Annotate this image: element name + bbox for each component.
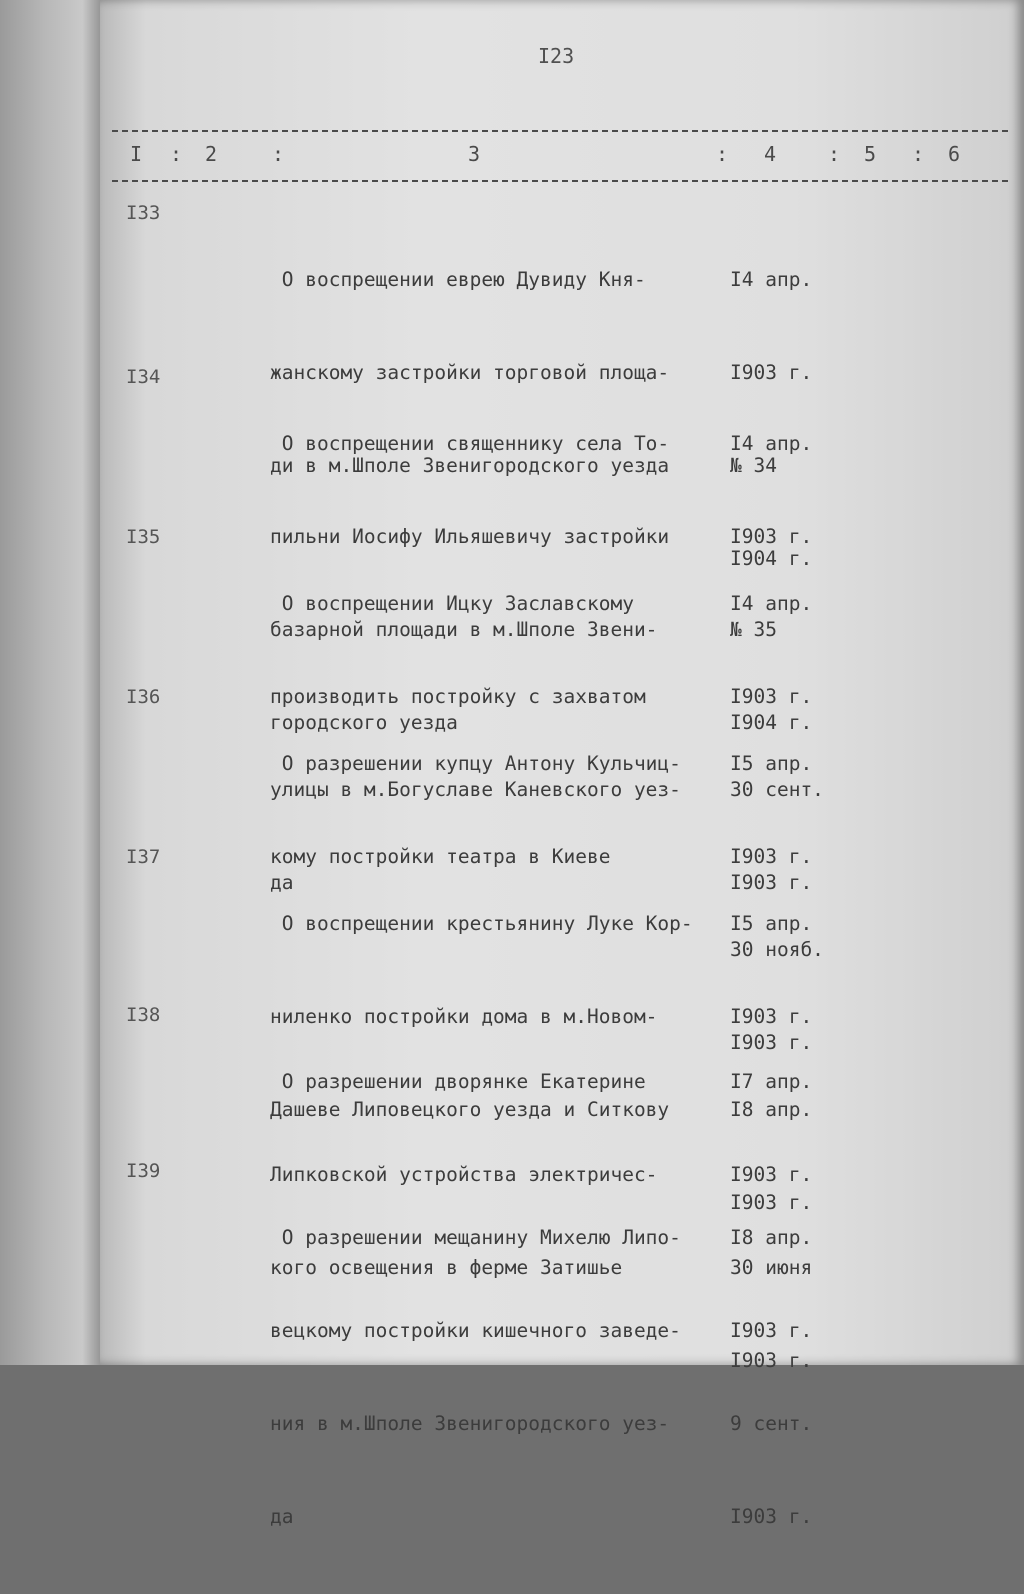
date-line: 9 сент. bbox=[730, 1412, 813, 1435]
entry-number: I39 bbox=[126, 1160, 161, 1182]
description-line: жанскому застройки торговой площа- bbox=[270, 361, 670, 384]
binder-edge bbox=[0, 0, 110, 1365]
date-line: I4 апр. bbox=[730, 592, 813, 615]
date-line: I904 г. bbox=[730, 547, 813, 570]
column-separator: : bbox=[716, 142, 729, 166]
date-line: I903 г. bbox=[730, 1505, 813, 1528]
date-line: № 35 bbox=[730, 618, 777, 641]
date-line: I5 апр. bbox=[730, 752, 813, 775]
entry-dates bbox=[730, 1160, 840, 1594]
date-line: I7 апр. bbox=[730, 1070, 813, 1093]
page-number: I23 bbox=[538, 44, 575, 68]
description-line: пильни Иосифу Ильяшевичу застройки bbox=[270, 525, 670, 548]
date-line: I903 г. bbox=[730, 1349, 813, 1372]
entry-number: I34 bbox=[126, 366, 161, 388]
date-line: I903 г. bbox=[730, 1319, 813, 1342]
description-line: кого освещения в ферме Затишье bbox=[270, 1256, 623, 1279]
description-line: ния в м.Шполе Звенигородского уез- bbox=[270, 1412, 670, 1435]
date-line: I4 апр. bbox=[730, 432, 813, 455]
date-line: № 34 bbox=[730, 454, 777, 477]
table-header-rule-bottom bbox=[112, 180, 1008, 182]
description-line: Липковской устройства электричес- bbox=[270, 1163, 658, 1186]
date-line: I903 г. bbox=[730, 1163, 813, 1186]
column-header-4: 4 bbox=[764, 142, 777, 166]
description-line: О воспрещении священнику села То- bbox=[270, 432, 670, 455]
date-line: I5 апр. bbox=[730, 912, 813, 935]
description-line: да bbox=[270, 871, 294, 894]
description-line: кому постройки театра в Киеве bbox=[270, 845, 611, 868]
date-line: I903 г. bbox=[730, 1031, 813, 1054]
date-line: I903 г. bbox=[730, 845, 813, 868]
entry-number: I37 bbox=[126, 846, 161, 868]
description-line: ниленко постройки дома в м.Новом- bbox=[270, 1005, 658, 1028]
table-header-rule-top bbox=[112, 130, 1008, 132]
entry-description bbox=[270, 1160, 740, 1594]
date-line: I903 г. bbox=[730, 1191, 813, 1214]
description-line: О разрешении мещанину Михелю Липо- bbox=[270, 1226, 681, 1249]
entry-number: I36 bbox=[126, 686, 161, 708]
description-line: О разрешении дворянке Екатерине bbox=[270, 1070, 646, 1093]
description-line: Дашеве Липовецкого уезда и Ситкову bbox=[270, 1098, 670, 1121]
column-separator: : bbox=[912, 142, 925, 166]
date-line: I903 г. bbox=[730, 1005, 813, 1028]
date-line: I904 г. bbox=[730, 711, 813, 734]
description-line: производить постройку с захватом bbox=[270, 685, 646, 708]
date-line: I903 г. bbox=[730, 525, 813, 548]
column-header-1: I bbox=[130, 142, 143, 166]
description-line: вецкому постройки кишечного заведе- bbox=[270, 1319, 681, 1342]
column-separator: : bbox=[272, 142, 285, 166]
description-line: базарной площади в м.Шполе Звени- bbox=[270, 618, 658, 641]
date-line: I903 г. bbox=[730, 871, 813, 894]
column-separator: : bbox=[170, 142, 183, 166]
description-line: улицы в м.Богуславе Каневского уез- bbox=[270, 778, 681, 801]
date-line: 30 сент. bbox=[730, 778, 824, 801]
description-line: да bbox=[270, 1505, 294, 1528]
description-line: ди в м.Шполе Звенигородского уезда bbox=[270, 454, 670, 477]
document-page bbox=[100, 0, 1024, 1528]
date-line: 30 нояб. bbox=[730, 938, 824, 961]
date-line: I903 г. bbox=[730, 685, 813, 708]
column-header-5: 5 bbox=[864, 142, 877, 166]
description-line: О разрешении купцу Антону Кульчиц- bbox=[270, 752, 681, 775]
date-line: I8 апр. bbox=[730, 1226, 813, 1249]
description-line: О воспрещении еврею Дувиду Кня- bbox=[270, 268, 646, 291]
date-line: I903 г. bbox=[730, 361, 813, 384]
description-line: О воспрещении Ицку Заславскому bbox=[270, 592, 634, 615]
date-line: I8 апр. bbox=[730, 1098, 813, 1121]
entry-number: I33 bbox=[126, 202, 161, 224]
column-header-6: 6 bbox=[948, 142, 961, 166]
description-line: О воспрещении крестьянину Луке Кор- bbox=[270, 912, 693, 935]
entry-number: I35 bbox=[126, 526, 161, 548]
column-separator: : bbox=[828, 142, 841, 166]
description-line: городского уезда bbox=[270, 711, 458, 734]
entry-number: I38 bbox=[126, 1004, 161, 1026]
column-header-2: 2 bbox=[205, 142, 218, 166]
date-line: 30 июня bbox=[730, 1256, 813, 1279]
column-header-3: 3 bbox=[468, 142, 481, 166]
date-line: I4 апр. bbox=[730, 268, 813, 291]
